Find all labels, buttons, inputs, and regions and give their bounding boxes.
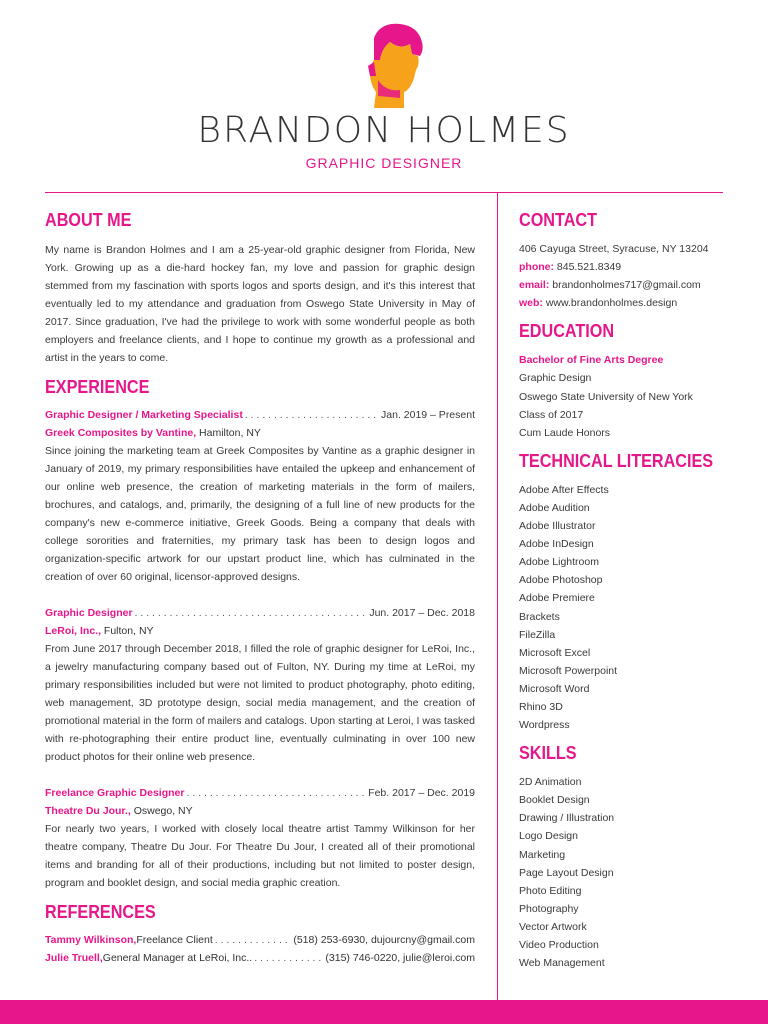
list-item: Adobe Audition bbox=[519, 501, 590, 514]
job-description: For nearly two years, I worked with closely local theatre artist Tammy Wilkinson for her theatre company, Theatre Du Jour. For Theatre Du Jour, I created all of their promotional items and branding for all of their productions, including but not limited to poster design, program and booklet design, and social media graphic creation. bbox=[45, 823, 475, 889]
job-description: Since joining the marketing team at Greek Composites by Vantine as a graphic designer in January of 2019, my primary responsibilities have entailed the upkeep and enhancement of our online web presence, the creation of marketing materials in the form of mailers, brochures, and catalogs, and, primarily, the designing of a full line of new products for the company's new e-commerce initiative, Greek Goods. Being a company that deals with college sororities and fraternities, my primary task has been to design logos and organization-specific artwork for our upstart product line, which has culminated in the creation of over 60 original, licensor-approved designs. bbox=[45, 445, 475, 583]
list-item: Class of 2017 bbox=[519, 408, 584, 421]
contact-list bbox=[519, 240, 749, 312]
list-item: 2D Animation bbox=[519, 776, 582, 789]
job-entry bbox=[45, 406, 475, 586]
list-item: FileZilla bbox=[519, 628, 556, 641]
list-item: Adobe Photoshop bbox=[519, 574, 603, 587]
list-item: Oswego State University of New York bbox=[519, 390, 693, 403]
email-value: brandonholmes717@gmail.com bbox=[549, 279, 701, 292]
candidate-role: GRAPHIC DESIGNER bbox=[305, 155, 463, 171]
leader-dots bbox=[186, 784, 366, 802]
leader-dots bbox=[135, 604, 368, 622]
job-location: Fulton, NY bbox=[101, 625, 154, 637]
reference-role: General Manager at LeRoi, Inc.. bbox=[102, 952, 253, 964]
experience-heading: EXPERIENCE bbox=[45, 377, 150, 397]
job-company: LeRoi, Inc., bbox=[45, 625, 102, 637]
reference-role: Freelance Client bbox=[136, 934, 213, 946]
job-entry bbox=[45, 784, 475, 892]
list-item: Booklet Design bbox=[519, 794, 590, 807]
references-list bbox=[45, 931, 475, 967]
about-text: My name is Brandon Holmes and I am a 25-year-old graphic designer from Florida, New York. Growing up as a die-hard hockey fan, my love and passion for graphic design stemmed from my fascination with sports logos and sports design, and it's this interest that eventually led to my attendance and graduation from Oswego State University in May of 2017. Since graduation, I've had the privilege to work with some wonderful people as both employers and freelance clients, and I hope to continue my growth as a professional and artist in the years to come. bbox=[45, 244, 475, 364]
contact-heading: CONTACT bbox=[519, 210, 597, 230]
list-item: Drawing / Illustration bbox=[519, 812, 615, 825]
reference-item bbox=[45, 931, 475, 949]
footer-bar bbox=[0, 1000, 768, 1024]
reference-contact[interactable]: (518) 253-6930, dujourcny@gmail.com bbox=[293, 934, 475, 946]
web-label: web: bbox=[519, 297, 543, 310]
list-item: Adobe Illustrator bbox=[519, 520, 596, 533]
left-column bbox=[45, 210, 475, 967]
phone-value: 845.521.8349 bbox=[554, 261, 622, 274]
candidate-name: BRANDON HOLMES bbox=[197, 110, 571, 151]
technical-heading: TECHNICAL LITERACIES bbox=[519, 450, 714, 471]
education-list bbox=[519, 351, 749, 441]
list-item: Adobe InDesign bbox=[519, 538, 594, 551]
list-item: Microsoft Excel bbox=[519, 646, 591, 659]
phone-label: phone: bbox=[519, 261, 554, 274]
contact-email[interactable] bbox=[519, 276, 749, 294]
list-item: Web Management bbox=[519, 957, 605, 970]
list-item: Graphic Design bbox=[519, 372, 592, 385]
list-item: Cum Laude Honors bbox=[519, 426, 611, 439]
leader-dots bbox=[215, 931, 292, 949]
header-divider bbox=[45, 192, 723, 193]
list-item: Adobe Lightroom bbox=[519, 556, 599, 569]
job-title: Graphic Designer / Marketing Specialist bbox=[45, 409, 243, 421]
contact-web[interactable] bbox=[519, 294, 749, 312]
avatar-logo-icon bbox=[360, 20, 428, 108]
reference-contact[interactable]: (315) 746-0220, julie@leroi.com bbox=[325, 952, 475, 964]
education-degree: Bachelor of Fine Arts Degree bbox=[519, 354, 664, 367]
list-item: Vector Artwork bbox=[519, 920, 587, 933]
right-column bbox=[519, 210, 749, 972]
skills-list bbox=[519, 773, 749, 972]
job-title: Freelance Graphic Designer bbox=[45, 787, 185, 799]
list-item: Rhino 3D bbox=[519, 700, 563, 713]
references-heading: REFERENCES bbox=[45, 902, 156, 922]
job-title: Graphic Designer bbox=[45, 607, 133, 619]
technical-list bbox=[519, 481, 749, 734]
reference-item bbox=[45, 949, 475, 967]
contact-phone[interactable] bbox=[519, 258, 749, 276]
list-item: Adobe Premiere bbox=[519, 592, 595, 605]
list-item: Logo Design bbox=[519, 830, 578, 843]
job-company: Greek Composites by Vantine, bbox=[45, 427, 197, 439]
list-item: Microsoft Word bbox=[519, 682, 590, 695]
about-heading: ABOUT ME bbox=[45, 210, 132, 230]
email-label: email: bbox=[519, 279, 550, 292]
leader-dots bbox=[254, 949, 323, 967]
list-item: Brackets bbox=[519, 610, 560, 623]
list-item: Photography bbox=[519, 902, 579, 915]
job-entry bbox=[45, 604, 475, 766]
education-heading: EDUCATION bbox=[519, 321, 615, 342]
job-dates: Jun. 2017 – Dec. 2018 bbox=[369, 607, 475, 619]
list-item: Page Layout Design bbox=[519, 866, 614, 879]
job-dates: Jan. 2019 – Present bbox=[381, 409, 475, 421]
column-divider bbox=[497, 192, 498, 1000]
web-value: www.brandonholmes.design bbox=[542, 297, 678, 310]
contact-address: 406 Cayuga Street, Syracuse, NY 13204 bbox=[519, 243, 709, 255]
reference-name: Julie Truell, bbox=[45, 952, 103, 964]
job-dates: Feb. 2017 – Dec. 2019 bbox=[368, 787, 475, 799]
job-location: Hamilton, NY bbox=[196, 427, 261, 439]
job-description: From June 2017 through December 2018, I filled the role of graphic designer for LeRoi, Inc., a jewelry manufacturing company based out of Fulton, NY. During my time at LeRoi, my primary responsibilities included but were not limited to product photography, photo editing, web management, 3D prototype design, social media management, and the creation of promotional material in the form of mailers and catalogs. Upon starting at Leroi, I was tasked with re-photographing their entire product line, eventually culminating in over 100 new product photos for their online web presence. bbox=[45, 643, 475, 763]
list-item: Microsoft Powerpoint bbox=[519, 664, 618, 677]
list-item: Wordpress bbox=[519, 719, 570, 732]
reference-name: Tammy Wilkinson, bbox=[45, 934, 137, 946]
list-item: Photo Editing bbox=[519, 884, 582, 897]
job-company: Theatre Du Jour., bbox=[45, 805, 131, 817]
leader-dots bbox=[245, 406, 379, 424]
skills-heading: SKILLS bbox=[519, 743, 577, 764]
list-item: Marketing bbox=[519, 848, 566, 861]
list-item: Adobe After Effects bbox=[519, 483, 609, 496]
list-item: Video Production bbox=[519, 939, 599, 951]
job-location: Oswego, NY bbox=[130, 805, 193, 817]
